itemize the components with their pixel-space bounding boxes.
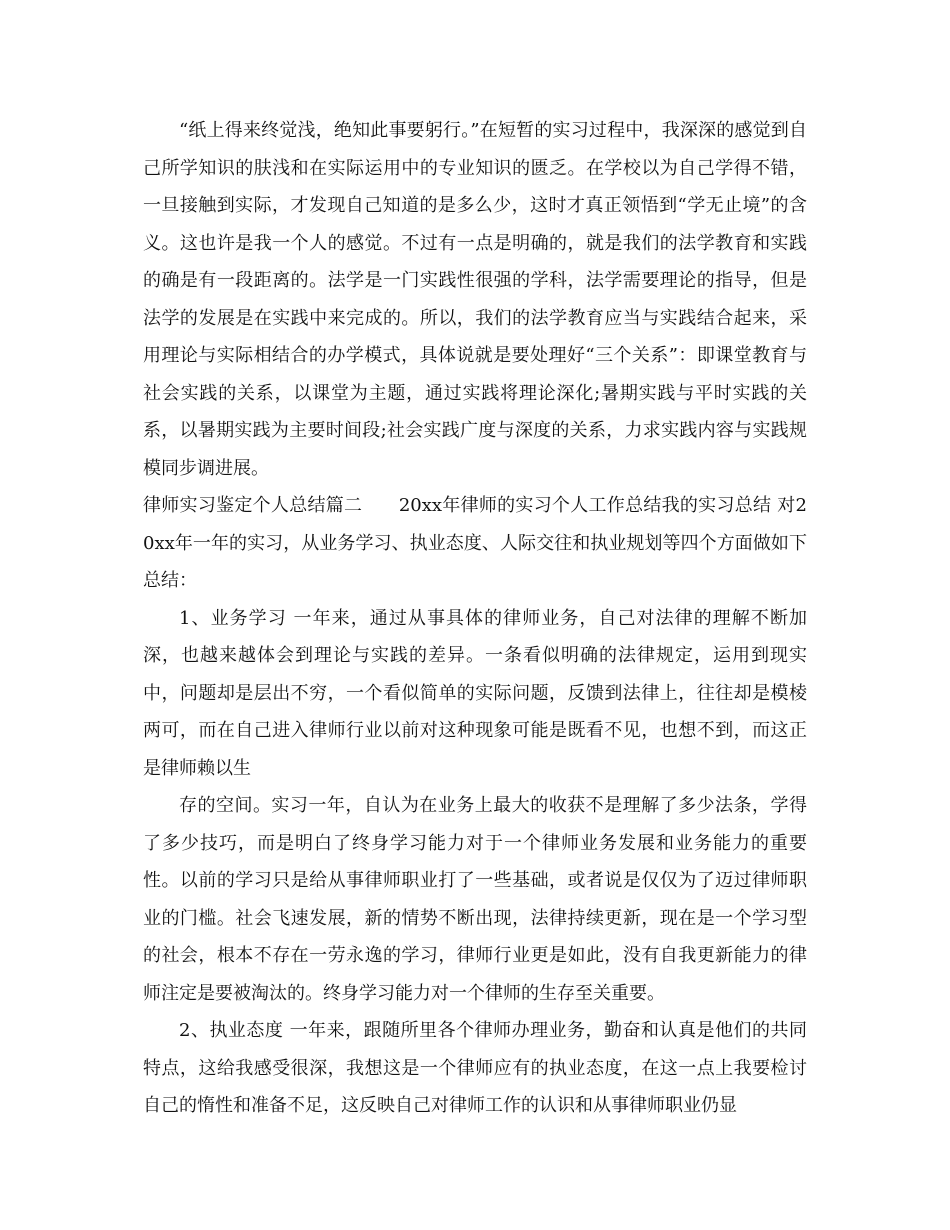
paragraph-summary-heading: 律师实习鉴定个人总结篇二 20xx年律师的实习个人工作总结我的实习总结 对20xx年一年的实习，从业务学习、执业态度、人际交往和执业规划等四个方面做如下总结：: [143, 495, 807, 591]
paragraph-practice-reflection: “纸上得来终觉浅，绝知此事要躬行。”在短暂的实习过程中，我深深的感觉到自己所学知识的肤浅和在实际运用中的专业知识的匮乏。在学校以为自己学得不错，一旦接触到实际，才发现自己知道的是多么少，这时才真正领悟到“学无止境”的含义。这也许是我一个人的感觉。不过有一点是明确的，就是我们的法学教育和实践的确是有一段距离的。法学是一门实践性很强的学科，法学需要理论的指导，但是法学的发展是在实践中来完成的。所以，我们的法学教育应当与实践结合起来，采用理论与实际相结合的办学模式，具体说就是要处理好“三个关系”：即课堂教育与社会实践的关系，以课堂为主题，通过实践将理论深化;暑期实践与平时实践的关系，以暑期实践为主要时间段;社会实践广度与深度的关系，力求实践内容与实践规模同步调进展。: [143, 120, 807, 479]
document-body: [143, 112, 807, 1125]
paragraph-lifelong-learning: 存的空间。实习一年，自认为在业务上最大的收获不是理解了多少法条，学得了多少技巧，而是明白了终身学习能力对于一个律师业务发展和业务能力的重要性。以前的学习只是给从事律师职业打了一些基础，或者说是仅仅为了迈过律师职业的门槛。社会飞速发展，新的情势不断出现，法律持续更新，现在是一个学习型的社会，根本不存在一劳永逸的学习，律师行业更是如此，没有自我更新能力的律师注定是要被淘汰的。终身学习能力对一个律师的生存至关重要。: [143, 795, 807, 1004]
paragraph-business-study: 1、业务学习 一年来，通过从事具体的律师业务，自己对法律的理解不断加深，也越来越体会到理论与实践的差异。一条看似明确的法律规定，运用到现实中，问题却是层出不穷，一个看似简单的实际问题，反馈到法律上，往往却是模棱两可，而在自己进入律师行业以前对这种现象可能是既看不见，也想不到，而这正是律师赖以生: [143, 607, 807, 779]
paragraph-work-attitude: 2、执业态度 一年来，跟随所里各个律师办理业务，勤奋和认真是他们的共同特点，这给我感受很深，我想这是一个律师应有的执业态度，在这一点上我要检讨自己的惰性和准备不足，这反映自己对律师工作的认识和从事律师职业仍显: [143, 1020, 807, 1116]
